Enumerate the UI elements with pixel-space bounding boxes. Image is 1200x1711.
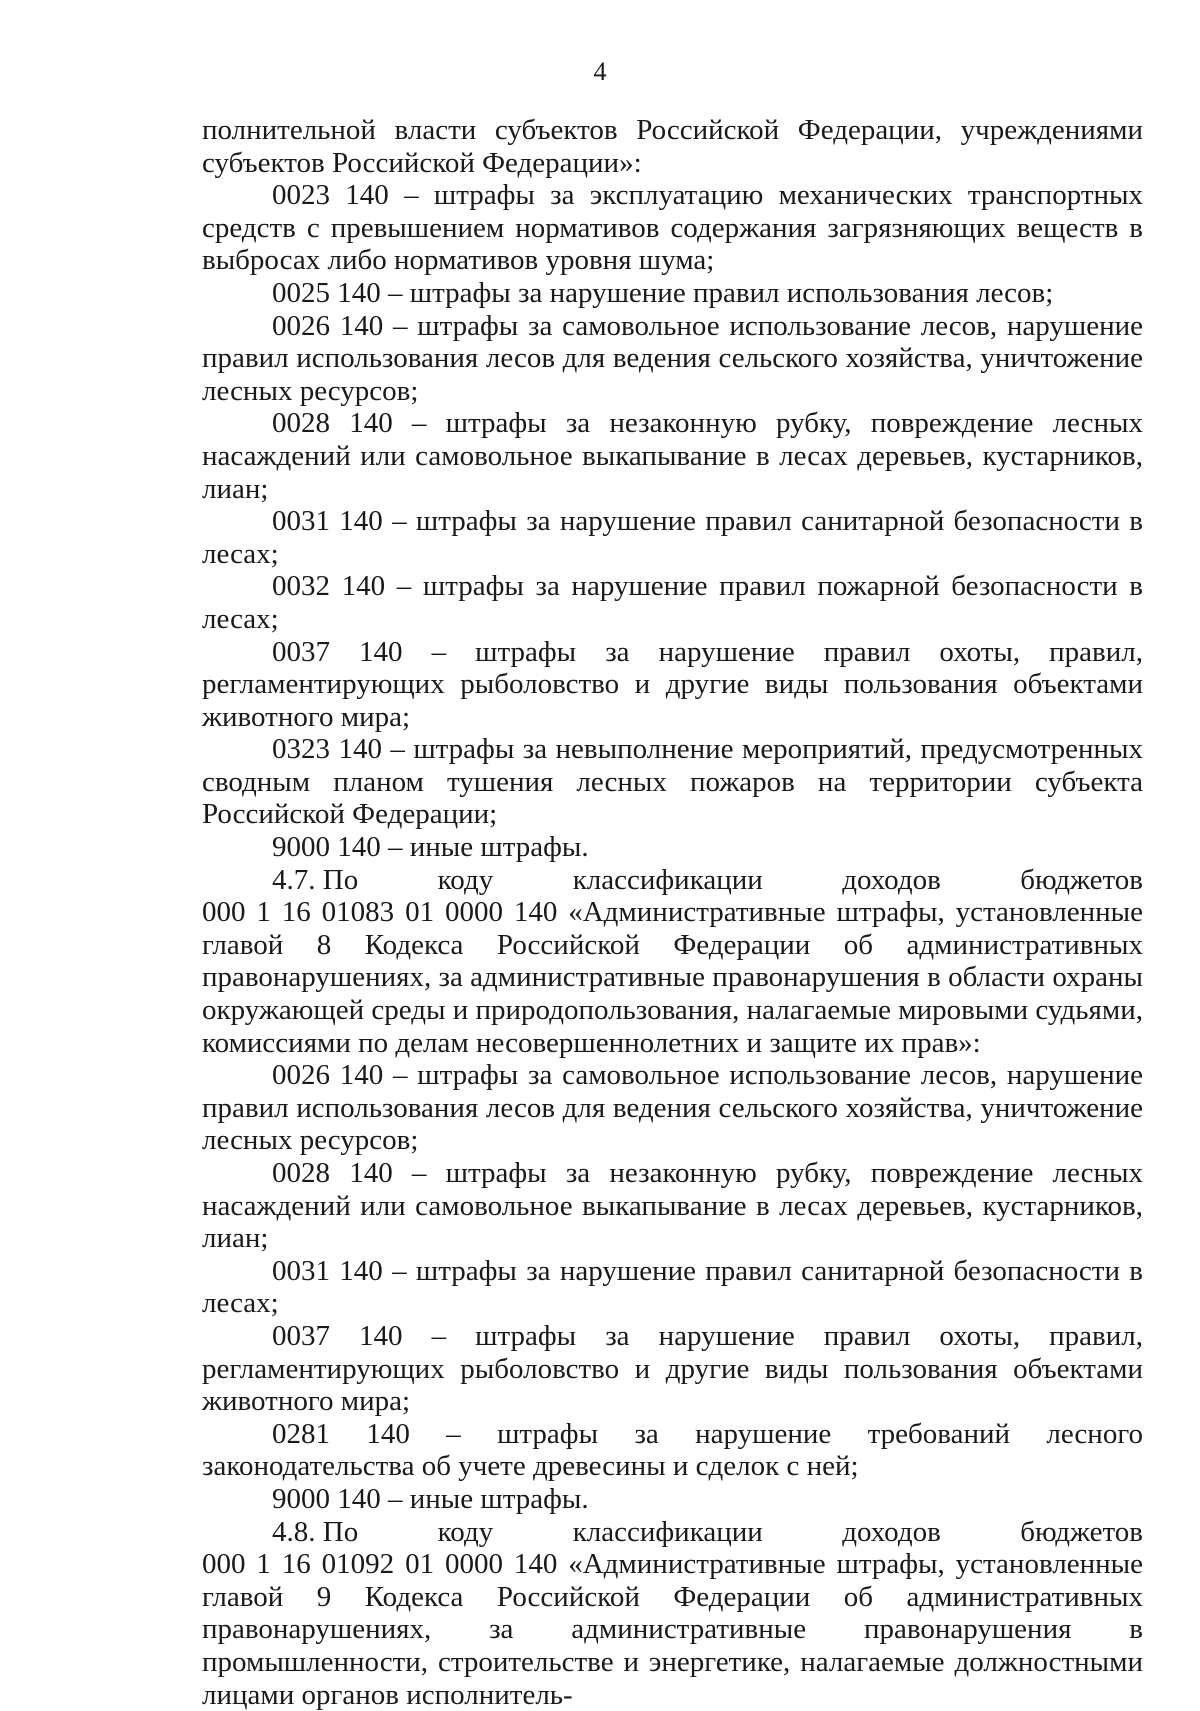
document-body <box>202 114 1143 1711</box>
heading-word: бюджетов <box>1020 863 1143 896</box>
paragraph: 000 1 16 01083 01 0000 140 «Административные штрафы, установленные главой 8 Кодекса Российской Федерации об административных правонарушениях, за административные правонарушения в области охраны окружающей среды и природопользования, налагаемые мировыми судьями, комиссиями по делам несовершеннолетних и защите их прав»: <box>202 896 1143 1059</box>
heading-word: классификации <box>572 1515 763 1548</box>
heading-word: бюджетов <box>1020 1515 1143 1548</box>
heading-word: доходов <box>842 863 941 896</box>
heading-word: коду <box>437 1515 494 1548</box>
paragraph: 0026 140 – штрафы за самовольное использование лесов, нарушение правил использования лесов для ведения сельского хозяйства, уничтожение лесных ресурсов; <box>202 309 1143 407</box>
section-heading-line <box>202 1516 1143 1549</box>
heading-word: коду <box>437 863 494 896</box>
paragraph: 0023 140 – штрафы за эксплуатацию механических транспортных средств с превышением нормативов содержания загрязняющих веществ в выбросах либо нормативов уровня шума; <box>202 179 1143 277</box>
paragraph: 0323 140 – штрафы за невыполнение мероприятий, предусмотренных сводным планом тушения лесных пожаров на территории субъекта Российской Федерации; <box>202 733 1143 831</box>
paragraph: полнительной власти субъектов Российской Федерации, учреждениями субъектов Российской Федерации»: <box>202 114 1143 179</box>
paragraph: 000 1 16 01092 01 0000 140 «Административные штрафы, установленные главой 9 Кодекса Российской Федерации об административных правонарушениях, за административные правонарушения в промышленности, строительстве и энергетике, налагаемые должностными лицами органов исполнитель- <box>202 1548 1143 1711</box>
heading-word: 4.7. По <box>272 863 359 896</box>
heading-word: 4.8. По <box>272 1515 359 1548</box>
heading-word: доходов <box>842 1515 941 1548</box>
paragraph: 0037 140 – штрафы за нарушение правил охоты, правил, регламентирующих рыболовство и другие виды пользования объектами животного мира; <box>202 635 1143 733</box>
paragraph: 0281 140 – штрафы за нарушение требований лесного законодательства об учете древесины и сделок с ней; <box>202 1417 1143 1483</box>
paragraph: 0028 140 – штрафы за незаконную рубку, повреждение лесных насаждений или самовольное выкапывание в лесах деревьев, кустарников, лиан; <box>202 407 1143 505</box>
paragraph: 0025 140 – штрафы за нарушение правил использования лесов; <box>272 276 1054 309</box>
page-number: 4 <box>593 57 607 86</box>
paragraph: 0028 140 – штрафы за незаконную рубку, повреждение лесных насаждений или самовольное выкапывание в лесах деревьев, кустарников, лиан; <box>202 1157 1143 1255</box>
paragraph: 0026 140 – штрафы за самовольное использование лесов, нарушение правил использования лесов для ведения сельского хозяйства, уничтожение лесных ресурсов; <box>202 1059 1143 1157</box>
paragraph: 9000 140 – иные штрафы. <box>272 1482 589 1515</box>
section-heading-line <box>202 864 1143 897</box>
paragraph: 9000 140 – иные штрафы. <box>272 831 589 864</box>
paragraph: 0037 140 – штрафы за нарушение правил охоты, правил, регламентирующих рыболовство и другие виды пользования объектами животного мира; <box>202 1319 1143 1418</box>
paragraph: 0031 140 – штрафы за нарушение правил санитарной безопасности в лесах; <box>202 1254 1143 1320</box>
paragraph: 0032 140 – штрафы за нарушение правил пожарной безопасности в лесах; <box>202 570 1143 635</box>
paragraph: 0031 140 – штрафы за нарушение правил санитарной безопасности в лесах; <box>202 505 1143 570</box>
heading-word: классификации <box>572 863 763 896</box>
